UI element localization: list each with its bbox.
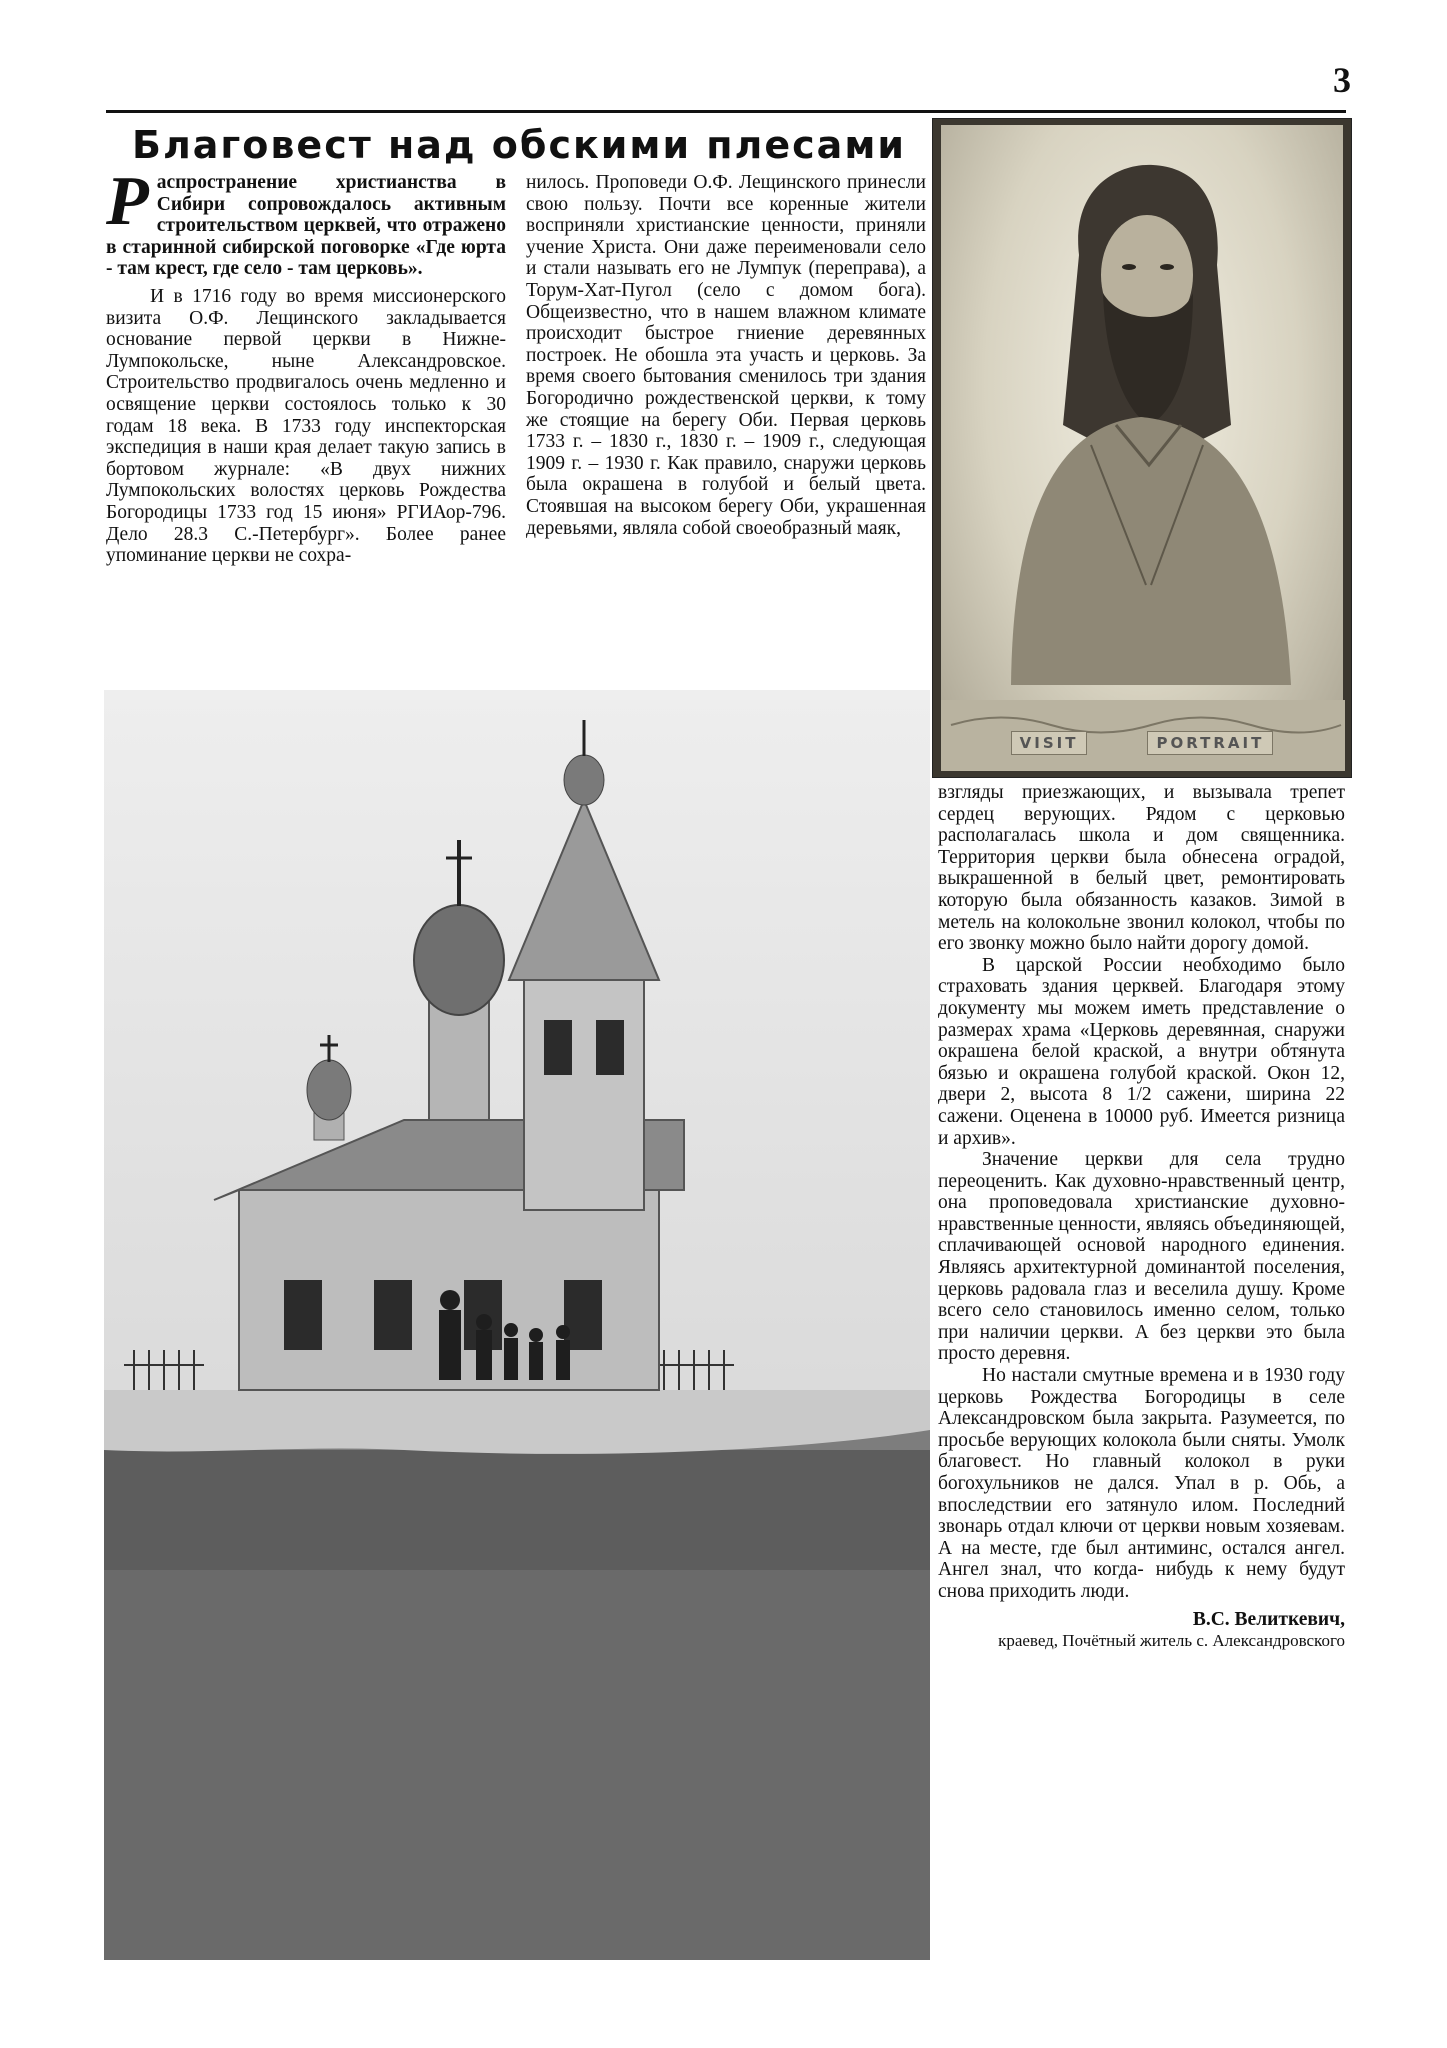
drop-cap: Р [106, 163, 149, 240]
portrait-card [941, 125, 1343, 769]
article-title: Благовест над обскими плесами [131, 123, 907, 167]
author-name: В.С. Велиткевич, [1192, 1608, 1345, 1630]
article-column-1 [106, 163, 506, 567]
paragraph: нилось. Проповеди О.Ф. Лещинского принесли свою пользу. Почти все коренные жители восприняли христианские ценности, приняли учение Христа. Они даже переименовали село и стали называть его не Лумпук (переправа), а Торум-Хат-Пугол (село с домом бога). Общеизвестно, что в нашем влажном климате происходит быстрое гниение деревянных построек. Не обошла эта участь и церковь. За время своего бытования сменилось три здания Богородично рождественской церкви, к тому же стоящие на берегу Оби. Первая церковь 1733 г. – 1830 г., 1830 г. – 1909 г., следующая 1909 г. – 1930 г. Как правило, снаружи церковь была окрашена в голубой и белый цвета. Стоявшая на высоком берегу Оби, украшенная деревьями, являла собой своеобразный маяк, [526, 172, 926, 539]
portrait-photo [932, 118, 1352, 778]
lead-paragraph [106, 163, 506, 280]
portrait-caption-right: PORTRAIT [1147, 731, 1273, 755]
paragraph: Но настали смутные времена и в 1930 году церковь Рождества Богородицы в селе Александровском была закрыта. Разумеется, по просьбе верующих колокола были сняты. Умолк благовест. Но главный колокол в руки богохульников не дался. Упал в р. Обь, а впоследствии его затянуло илом. Последний звонарь отдал ключи от церкви новым хозяевам. А на месте, где был антиминс, остался ангел. Ангел знал, что когда- нибудь к нему будут снова приходить люди. [938, 1365, 1345, 1602]
paragraph: Значение церкви для села трудно переоценить. Как духовно-нравственный центр, она проповедовала христианские духовно-нравственные ценности, являясь объединяющей, сплачивающей основой народного единения. Являясь архитектурной доминантой поселения, церковь радовала глаз и веселила душу. Кроме всего село становилось именно селом, только при наличии церкви. А без церкви это была просто деревня. [938, 1149, 1345, 1365]
article-column-3 [938, 782, 1345, 1652]
author-role: краевед, Почётный житель с. Александровского [998, 1631, 1345, 1651]
page-number: 3 [1333, 60, 1351, 100]
top-rule [106, 110, 1346, 113]
church-photo [104, 690, 930, 1960]
lead-text: аспространение христианства в Сибири сопровождалось активным строительством церквей, что отражено в старинной сибирской поговорке «Где юрта - там крест, где село - там церковь». [106, 172, 506, 280]
paragraph: взгляды приезжающих, и вызывала трепет сердец верующих. Рядом с церковью располагалась школа и дом священника. Территория церкви была обнесена оградой, выкрашенной в белый цвет, ремонтировать которую была обязанность казаков. Зимой в метель на колокольне звонил колокол, чтобы по его звонку можно было найти дорогу домой. [938, 782, 1345, 955]
church-illustration [104, 690, 930, 1960]
portrait-caption-left: VISIT [1011, 731, 1088, 755]
article-column-2 [526, 172, 926, 539]
paragraph: И в 1716 году во время миссионерского визита О.Ф. Лещинского закладывается основание первой церкви в Нижне-Лумпокольске, ныне Александровское. Строительство продвигалось очень медленно и освящение церкви состоялось только к 30 годам 18 века. В 1733 году инспекторская экспедиция в наши края делает такую запись в бортовом журнале: «В двух нижних Лумпокольских волостях церковь Рождества Богородицы 1733 год 15 июня» РГИАор-796. Дело 28.3 С.-Петербург». Более ранее упоминание церкви не сохра- [106, 285, 506, 567]
priest-portrait [941, 125, 1345, 771]
paragraph: В царской России необходимо было страховать здания церквей. Благодаря этому документу мы можем иметь представление о размерах храма «Церковь деревянная, снаружи окрашена белой краской, а внутри обтянута бязью и окрашена голубой краской. Окон 12, двери 2, высота 8 1/2 сажени, ширина 22 сажени. Оценена в 10000 руб. Имеется ризница и архив». [938, 954, 1345, 1149]
portrait-caption [941, 731, 1343, 755]
